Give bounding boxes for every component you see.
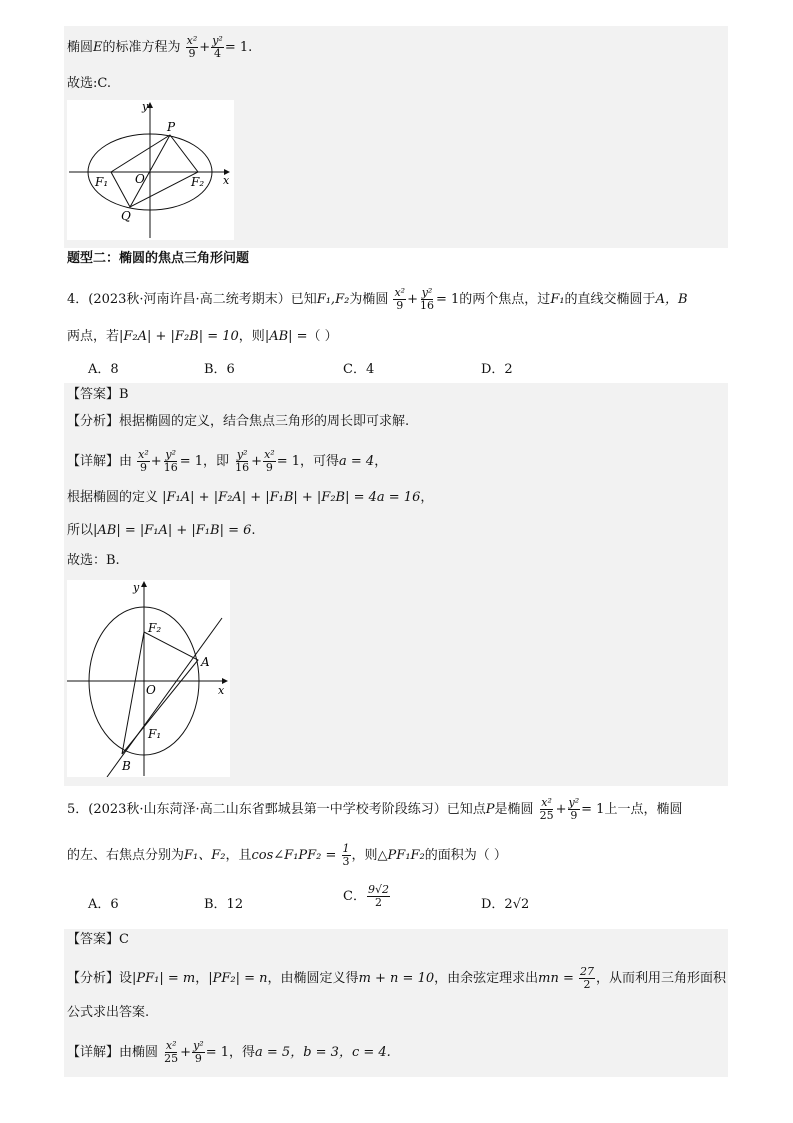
denominator: 2: [583, 978, 591, 991]
label-x: x: [218, 684, 225, 697]
expr-prod: mn =: [538, 971, 574, 986]
fraction: [234, 449, 250, 474]
denominator: 16: [163, 461, 178, 474]
var-e: E: [93, 40, 103, 55]
ellipse-figure-2: [67, 580, 230, 777]
denominator: 9: [396, 299, 404, 312]
text: 【分析】设: [67, 971, 133, 986]
q5-detail-line: 【详解】由椭圆 $\frac{\text{x²}}{25}$ + $\frac{\text{y²}}{9}$ = 1，得a = 5，b = 3，c = 4.: [67, 1039, 391, 1065]
text: 5．(2023秋·山东菏泽·高二山东省鄄城县第一中学校考阶段练习）已知点: [67, 802, 486, 817]
numerator: x²: [264, 448, 275, 461]
fraction: [211, 35, 224, 60]
text: 上一点，椭圆: [604, 802, 683, 817]
text: ，则△: [351, 848, 388, 863]
text: ，且: [225, 848, 252, 863]
text: 的两个焦点，过: [459, 292, 551, 307]
fraction: [367, 884, 390, 909]
label-a: A: [201, 655, 210, 669]
label-p: P: [167, 120, 176, 134]
numerator: y²: [568, 796, 580, 809]
q5-stem-line1: 5．(2023秋·山东菏泽·高二山东省鄄城县第一中学校考阶段练习）已知点P是椭圆 $\frac{\text{x²}}{25}$ + $\frac{\text{y²}}{9}$ = 1上一点，椭圆: [67, 796, 683, 822]
text: ，即: [203, 454, 230, 469]
label-o: O: [146, 683, 156, 697]
text: = 1.: [224, 40, 253, 55]
fraction: [163, 449, 179, 474]
numerator: y²: [236, 448, 248, 461]
q4-option-d[interactable]: D．2: [481, 362, 513, 377]
text: .: [251, 523, 256, 538]
fraction: [393, 287, 406, 312]
denominator: 25: [164, 1052, 179, 1065]
denominator: 25: [539, 809, 554, 822]
text: = 1: [205, 1045, 229, 1060]
ask: |AB| =: [264, 329, 308, 344]
denominator: 2: [374, 896, 382, 909]
text: ，得: [229, 1045, 256, 1060]
fraction: [579, 966, 595, 991]
q5-option-c[interactable]: [343, 884, 391, 909]
label: 【详解】: [67, 454, 120, 469]
text: = 1: [276, 454, 300, 469]
ellipse-figure-1: [67, 100, 234, 240]
fraction: [163, 1040, 179, 1065]
denominator: 9: [188, 47, 196, 60]
q4-stem-line1: 4．(2023秋·河南许昌·高二统考期末）已知F₁,F₂为椭圆 $\frac{\text{x²}}{9}$ + $\frac{\text{y²}}{16}$ = 1的两个焦点，过F₁的直线交椭圆于A，B: [67, 286, 688, 312]
foci: F₁,F₂: [316, 292, 350, 307]
fraction: [137, 449, 150, 474]
label-f2: F₂: [191, 175, 205, 189]
denominator: 9: [194, 1052, 202, 1065]
numerator: x²: [186, 34, 198, 47]
q4-definition-line: [67, 489, 433, 507]
fraction: [419, 287, 435, 312]
line-through-f1: [107, 618, 222, 777]
numerator: x²: [541, 796, 552, 809]
text: 的左、右焦点分别为: [67, 848, 185, 863]
text: = 1: [436, 292, 460, 307]
text: ，由余弦定理求出: [434, 971, 539, 986]
label-f1: F₁: [148, 727, 162, 741]
text: 椭圆: [67, 40, 94, 55]
q4-stem-line2: [67, 328, 338, 346]
numerator: 27: [580, 965, 595, 978]
label: 【详解】: [67, 1045, 120, 1060]
q5-analysis-line2: 公式求出答案.: [67, 1005, 150, 1020]
text: 为椭圆: [349, 292, 389, 307]
denominator: 16: [235, 461, 250, 474]
denominator: 16: [420, 299, 434, 312]
numerator: y²: [212, 34, 223, 47]
plus: +: [199, 40, 211, 55]
f1: F₁: [550, 292, 565, 307]
text: ，由椭圆定义得: [267, 971, 359, 986]
fraction: [186, 35, 199, 60]
q4-analysis: 【分析】根据椭圆的定义，结合焦点三角形的周长即可求解.: [67, 414, 410, 429]
text: = 1: [581, 802, 605, 817]
label-o: O: [135, 172, 145, 186]
foci: F₁、F₂: [184, 848, 226, 863]
label-y: y: [133, 581, 140, 594]
denominator: 9: [139, 461, 147, 474]
label-b: B: [122, 759, 131, 773]
text: 根据椭圆的定义: [67, 490, 159, 505]
cos-expression: cos∠F₁PF₂ =: [251, 848, 337, 863]
text: 4．(2023秋·河南许昌·高二统考期末）已知: [67, 292, 317, 307]
label-f1: F₁: [95, 175, 109, 189]
q4-so-line: [67, 522, 256, 540]
fraction: [192, 1040, 205, 1065]
text: 的标准方程为: [102, 40, 181, 55]
expr-pf1: |PF₁| = m: [132, 971, 196, 986]
denominator: 3: [342, 855, 350, 868]
denominator: 9: [265, 461, 273, 474]
numerator: x²: [394, 286, 406, 299]
q4-detail-line1: 【详解】由 $\frac{\text{x²}}{9}$ + $\frac{\text{y²}}{16}$ = 1，即 $\frac{\text{y²}}{16}$ + $\frac{\text{x²}}{9}$ = 1，可得a = 4，: [67, 448, 388, 474]
text: ，: [420, 490, 434, 505]
q5-analysis-line1: [67, 966, 726, 991]
numerator: y²: [421, 286, 433, 299]
expr-sum: m + n = 10: [358, 971, 435, 986]
expression: |AB| = |F₁A| + |F₁B| = 6: [93, 523, 252, 538]
points: A，B: [655, 292, 688, 307]
text: 由: [119, 454, 133, 469]
label-y: y: [142, 100, 149, 113]
point-p: P: [485, 802, 495, 817]
ellipse-diagram: [67, 100, 234, 240]
fraction: [539, 797, 555, 822]
q5-option-d[interactable]: D．2√2: [481, 897, 530, 912]
text: 的面积为（ ）: [424, 848, 507, 863]
condition: |F₂A| + |F₂B| = 10: [119, 329, 239, 344]
q4-choose: 故选：B.: [67, 553, 120, 568]
fraction: [263, 449, 276, 474]
q5-stem-line2: [67, 843, 507, 868]
section-title: 题型二：椭圆的焦点三角形问题: [67, 251, 250, 266]
q5-answer: 【答案】C: [67, 932, 129, 947]
text: 由椭圆: [119, 1045, 159, 1060]
fraction: [342, 843, 351, 868]
q4-option-a[interactable]: A．8: [88, 362, 119, 377]
q4-option-c[interactable]: C．4: [343, 362, 375, 377]
q4-option-b[interactable]: B．6: [204, 362, 235, 377]
label-q: Q: [121, 209, 131, 223]
text: 是椭圆: [494, 802, 534, 817]
q5-option-b[interactable]: B．12: [204, 897, 244, 912]
expr-pf2: |PF₂| = n: [208, 971, 268, 986]
values: a = 5，b = 3，c = 4.: [255, 1045, 391, 1060]
text: 的直线交椭圆于: [564, 292, 656, 307]
answer-line: 故选:C.: [67, 76, 111, 91]
fraction: [568, 797, 581, 822]
text: （ ）: [307, 329, 338, 344]
equation-line: [67, 35, 252, 60]
label-x: x: [223, 174, 230, 187]
text: 所以: [67, 523, 94, 538]
triangle: PF₁F₂: [387, 848, 425, 863]
numerator: 9√2: [367, 883, 389, 896]
numerator: x²: [165, 1039, 177, 1052]
text: ，: [374, 454, 388, 469]
label-f2: F₂: [148, 621, 162, 635]
text: ，: [195, 971, 209, 986]
expression: |F₁A| + |F₂A| + |F₁B| + |F₂B| = 4a = 16: [162, 490, 421, 505]
denominator: 4: [214, 47, 222, 60]
q5-option-a[interactable]: A．6: [88, 897, 119, 912]
a-value: a = 4: [339, 454, 375, 469]
numerator: x²: [138, 448, 149, 461]
text: ，从而利用三角形面积: [596, 971, 727, 986]
numerator: y²: [165, 448, 177, 461]
option-label: C．: [343, 889, 366, 904]
q4-answer: 【答案】B: [67, 387, 129, 402]
text: 两点，若: [67, 329, 120, 344]
text: ，可得: [299, 454, 339, 469]
numerator: y²: [193, 1039, 204, 1052]
text: ，则: [238, 329, 265, 344]
ellipse-diagram-vertical: [67, 580, 230, 777]
text: = 1: [179, 454, 203, 469]
denominator: 9: [570, 809, 578, 822]
numerator: 1: [342, 842, 350, 855]
quadrilateral: [111, 135, 198, 207]
